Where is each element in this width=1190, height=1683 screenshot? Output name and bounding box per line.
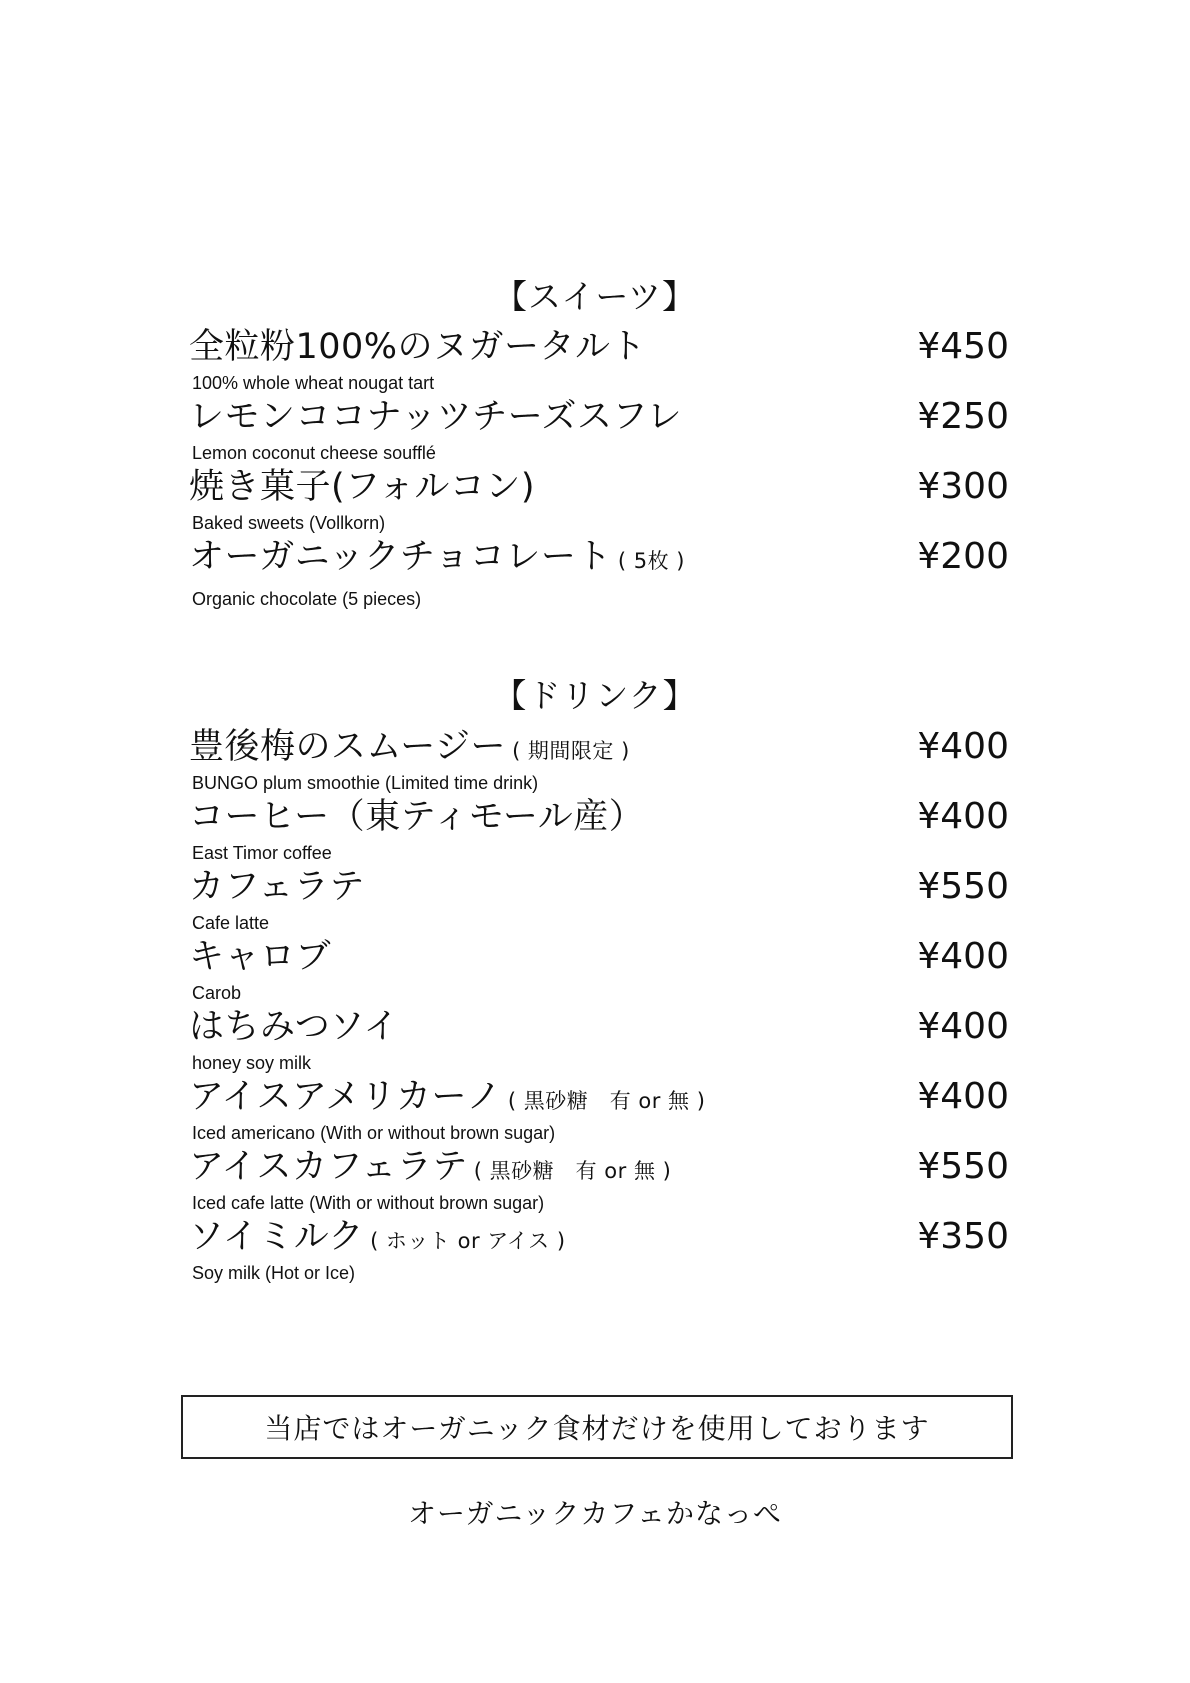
item-name: カフェラテ (189, 867, 365, 907)
item-note: ( 期間限定 ) (512, 739, 630, 763)
menu-item (189, 466, 1009, 536)
item-price: ¥250 (917, 396, 1009, 437)
item-english-name: Lemon coconut cheese soufflé (192, 443, 436, 463)
item-english-name: Baked sweets (Vollkorn) (192, 513, 386, 533)
item-english-name: Cafe latte (192, 913, 270, 933)
menu-item (189, 536, 1009, 612)
item-price: ¥400 (917, 1076, 1009, 1117)
item-price: ¥400 (917, 936, 1009, 977)
sweets-section-title: 【スイーツ】 (493, 277, 697, 316)
menu-item (189, 866, 1009, 936)
menu-item (189, 796, 1009, 866)
item-name: 焼き菓子(フォルコン) (189, 467, 536, 507)
sweets-menu-list (189, 326, 1009, 612)
menu-item (189, 726, 1009, 796)
item-price: ¥200 (917, 536, 1009, 577)
shop-name: オーガニックカフェかなっぺ (408, 1497, 782, 1530)
item-note: ( ホット or アイス ) (370, 1229, 566, 1253)
item-price: ¥400 (917, 726, 1009, 767)
item-name: はちみつソイ (189, 1007, 399, 1047)
item-english-name: 100% whole wheat nougat tart (192, 373, 435, 393)
item-price: ¥350 (917, 1216, 1009, 1257)
item-english-name: Organic chocolate (5 pieces) (192, 589, 422, 609)
organic-notice-text: 当店ではオーガニック食材だけを使用しております (264, 1412, 930, 1445)
item-english-name: BUNGO plum smoothie (Limited time drink) (192, 773, 539, 793)
menu-item (189, 1146, 1009, 1216)
item-price: ¥400 (917, 796, 1009, 837)
item-name: ソイミルク (189, 1217, 365, 1257)
organic-notice-box (181, 1395, 1013, 1459)
item-english-name: Iced americano (With or without brown sugar) (192, 1123, 556, 1143)
drinks-menu-list (189, 726, 1009, 1286)
item-english-name: honey soy milk (192, 1053, 312, 1073)
item-price: ¥300 (917, 466, 1009, 507)
item-price: ¥400 (917, 1006, 1009, 1047)
item-english-name: Iced cafe latte (With or without brown sugar) (192, 1193, 545, 1213)
menu-item (189, 1076, 1009, 1146)
item-name: コーヒー（東ティモール産） (189, 797, 645, 837)
item-note: ( 黒砂糖 有 or 無 ) (473, 1159, 672, 1183)
item-english-name: East Timor coffee (192, 843, 332, 863)
menu-item (189, 936, 1009, 1006)
item-price: ¥550 (917, 866, 1009, 907)
menu-item (189, 326, 1009, 396)
item-name: 豊後梅のスムージー (189, 727, 507, 767)
item-english-name: Carob (192, 983, 242, 1003)
item-name: アイスアメリカーノ (189, 1077, 502, 1117)
item-name: キャロブ (189, 937, 332, 977)
menu-item (189, 396, 1009, 466)
item-name: レモンココナッツチーズスフレ (189, 397, 683, 437)
menu-item (189, 1006, 1009, 1076)
item-note: ( 5枚 ) (617, 549, 685, 573)
item-name: 全粒粉100%のヌガータルト (189, 327, 647, 367)
item-name: オーガニックチョコレート (189, 537, 612, 577)
item-price: ¥550 (917, 1146, 1009, 1187)
menu-item (189, 1216, 1009, 1286)
item-name: アイスカフェラテ (189, 1147, 468, 1187)
item-note: ( 黒砂糖 有 or 無 ) (507, 1089, 706, 1113)
item-english-name: Soy milk (Hot or Ice) (192, 1263, 356, 1283)
item-price: ¥450 (917, 326, 1009, 367)
drinks-section-title: 【ドリンク】 (493, 676, 697, 715)
